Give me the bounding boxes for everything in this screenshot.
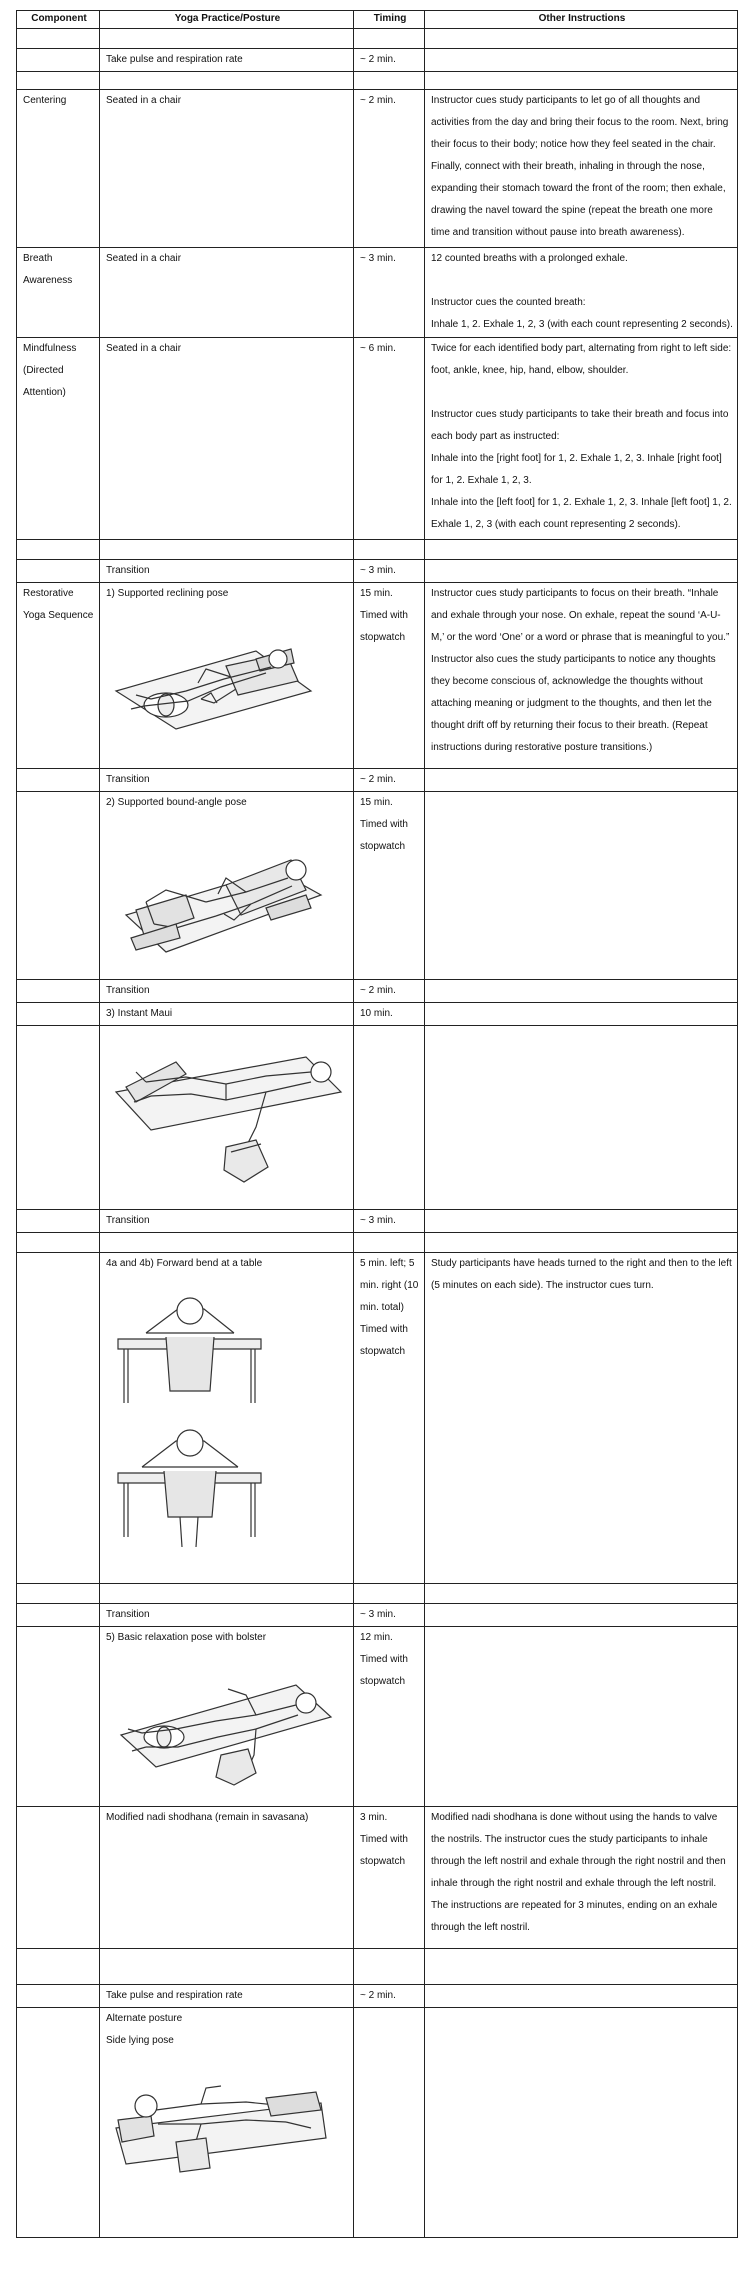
table-row <box>17 90 738 248</box>
supported-reclining-pose-illustration <box>106 611 349 736</box>
timing-cell: ~ 3 min. <box>354 1604 425 1627</box>
blank-row <box>17 1949 738 1985</box>
practice-cell <box>100 1627 354 1807</box>
forward-bend-left-illustration <box>106 1417 349 1552</box>
practice-cell: Seated in a chair <box>100 90 354 248</box>
pose-title: 4a and 4b) Forward bend at a table <box>106 1258 263 1269</box>
table-row <box>17 2008 738 2238</box>
practice-cell <box>100 583 354 769</box>
table-row <box>17 1210 738 1233</box>
header-practice: Yoga Practice/Posture <box>100 11 354 29</box>
practice-cell: Modified nadi shodhana (remain in savasana) <box>100 1807 354 1949</box>
instruction-line: 12 counted breaths with a prolonged exhale. <box>431 253 628 264</box>
instruction-line: Inhale 1, 2. Exhale 1, 2, 3 (with each count representing 2 seconds). <box>431 319 733 330</box>
blank-row <box>17 1233 738 1253</box>
instruction-line: Inhale into the [right foot] for 1, 2. Exhale 1, 2, 3. Inhale [right foot] for 1, 2. Exhale 1, 2, 3. <box>431 453 722 486</box>
component-cell: Restorative Yoga Sequence <box>17 583 100 769</box>
instruction-line: Twice for each identified body part, alternating from right to left side: foot, ankle, knee, hip, hand, elbow, shoulder. <box>431 343 732 376</box>
supported-bound-angle-pose-illustration <box>106 820 349 960</box>
table-row <box>17 338 738 540</box>
instructions-cell <box>425 248 738 338</box>
instructions-cell: Study participants have heads turned to the right and then to the left (5 minutes on each side). The instructor cues turn. <box>425 1253 738 1584</box>
timing-cell: ~ 2 min. <box>354 1985 425 2008</box>
instructions-cell <box>425 338 738 540</box>
timing-cell <box>354 1253 425 1584</box>
table-row <box>17 248 738 338</box>
header-instructions: Other Instructions <box>425 11 738 29</box>
timing-value: 12 min. <box>360 1632 393 1643</box>
header-timing: Timing <box>354 11 425 29</box>
timing-note: Timed with stopwatch <box>360 1834 408 1867</box>
component-cell: Centering <box>17 90 100 248</box>
timing-cell: ~ 2 min. <box>354 769 425 792</box>
instruction-line: Instructor cues study participants to take their breath and focus into each body part as instructed: <box>431 409 729 442</box>
practice-cell: 3) Instant Maui <box>100 1003 354 1026</box>
instructions-cell: Instructor cues study participants to focus on their breath. “Inhale and exhale through your nose. On exhale, repeat the sound ‘A-U-M,’ or the word ‘One’ or a word or phrase that is meaningful to you.” Instructor also cues the study participants to notice any thoughts they become conscious of, acknowledge the thoughts without attaching meaning or judgment to the thoughts, and then let the thought drift off by returning their focus to their breath. (Repeat instructions during restorative posture transitions.) <box>425 583 738 769</box>
table-row <box>17 1627 738 1807</box>
table-row <box>17 1003 738 1026</box>
practice-cell: Transition <box>100 1210 354 1233</box>
practice-cell: Transition <box>100 1604 354 1627</box>
basic-relaxation-pose-illustration <box>106 1655 349 1790</box>
pose-title: Alternate posture <box>106 2013 183 2024</box>
table-row <box>17 49 738 72</box>
forward-bend-right-illustration <box>106 1281 349 1411</box>
practice-cell: Seated in a chair <box>100 248 354 338</box>
practice-cell: Seated in a chair <box>100 338 354 540</box>
pose-title: 5) Basic relaxation pose with bolster <box>106 1632 267 1643</box>
timing-note: Timed with stopwatch <box>360 610 408 643</box>
timing-note: Timed with stopwatch <box>360 1324 408 1357</box>
instructions-cell: Modified nadi shodhana is done without using the hands to valve the nostrils. The instructor cues the study participants to inhale through the left nostril and exhale through the right nostril and then inhale through the right nostril and exhale through the left nostril. The instructions are repeated for 3 minutes, ending on an exhale through the left nostril. <box>425 1807 738 1949</box>
instant-maui-pose-illustration <box>106 1032 349 1192</box>
blank-row <box>17 1584 738 1604</box>
table-row <box>17 769 738 792</box>
pose-title: 2) Supported bound-angle pose <box>106 797 247 808</box>
practice-cell: Transition <box>100 980 354 1003</box>
table-row <box>17 980 738 1003</box>
component-cell: Breath Awareness <box>17 248 100 338</box>
table-row <box>17 1026 738 1210</box>
pose-title: 1) Supported reclining pose <box>106 588 229 599</box>
practice-cell: Transition <box>100 769 354 792</box>
side-lying-pose-illustration <box>106 2058 349 2183</box>
blank-row <box>17 72 738 90</box>
timing-note: Timed with stopwatch <box>360 1654 408 1687</box>
timing-value: 15 min. <box>360 588 393 599</box>
table-row <box>17 1604 738 1627</box>
component-cell: Mindfulness (Directed Attention) <box>17 338 100 540</box>
header-component: Component <box>17 11 100 29</box>
practice-cell <box>100 2008 354 2238</box>
pose-subtitle: Side lying pose <box>106 2035 174 2046</box>
practice-cell <box>100 792 354 980</box>
practice-cell <box>100 1253 354 1584</box>
table-row <box>17 1807 738 1949</box>
timing-cell: ~ 2 min. <box>354 980 425 1003</box>
instruction-line: Instructor cues the counted breath: <box>431 297 586 308</box>
timing-cell <box>354 1807 425 1949</box>
timing-cell: ~ 2 min. <box>354 49 425 72</box>
timing-cell: 10 min. <box>354 1003 425 1026</box>
timing-cell: ~ 3 min. <box>354 248 425 338</box>
timing-cell <box>354 792 425 980</box>
table-row <box>17 1253 738 1584</box>
practice-cell <box>100 1026 354 1210</box>
table-row <box>17 792 738 980</box>
blank-row <box>17 540 738 560</box>
yoga-protocol-table <box>16 10 738 2238</box>
header-row <box>17 11 738 29</box>
instructions-cell: Instructor cues study participants to let go of all thoughts and activities from the day and bring their focus to the room. Next, bring their focus to their body; notice how they feel seated in the chair. Finally, connect with their breath, inhaling in through the nose, expanding their stomach toward the front of the room; then exhale, drawing the navel toward the spine (repeat the breath one more time and transition without pause into breath awareness). <box>425 90 738 248</box>
timing-value: 3 min. <box>360 1812 388 1823</box>
table-row <box>17 1985 738 2008</box>
timing-cell <box>354 583 425 769</box>
blank-row <box>17 29 738 49</box>
table-row <box>17 583 738 769</box>
timing-cell: ~ 3 min. <box>354 1210 425 1233</box>
timing-value: 5 min. left; 5 min. right (10 min. total) <box>360 1258 419 1313</box>
practice-cell: Transition <box>100 560 354 583</box>
timing-cell <box>354 1627 425 1807</box>
table-row <box>17 560 738 583</box>
practice-cell: Take pulse and respiration rate <box>100 1985 354 2008</box>
practice-cell: Take pulse and respiration rate <box>100 49 354 72</box>
timing-cell: ~ 2 min. <box>354 90 425 248</box>
timing-cell: ~ 3 min. <box>354 560 425 583</box>
instruction-line: Inhale into the [left foot] for 1, 2. Exhale 1, 2, 3. Inhale [left foot] 1, 2. Exhale 1, 2, 3 (with each count representing 2 seconds). <box>431 497 732 530</box>
timing-note: Timed with stopwatch <box>360 819 408 852</box>
timing-value: 15 min. <box>360 797 393 808</box>
timing-cell: ~ 6 min. <box>354 338 425 540</box>
